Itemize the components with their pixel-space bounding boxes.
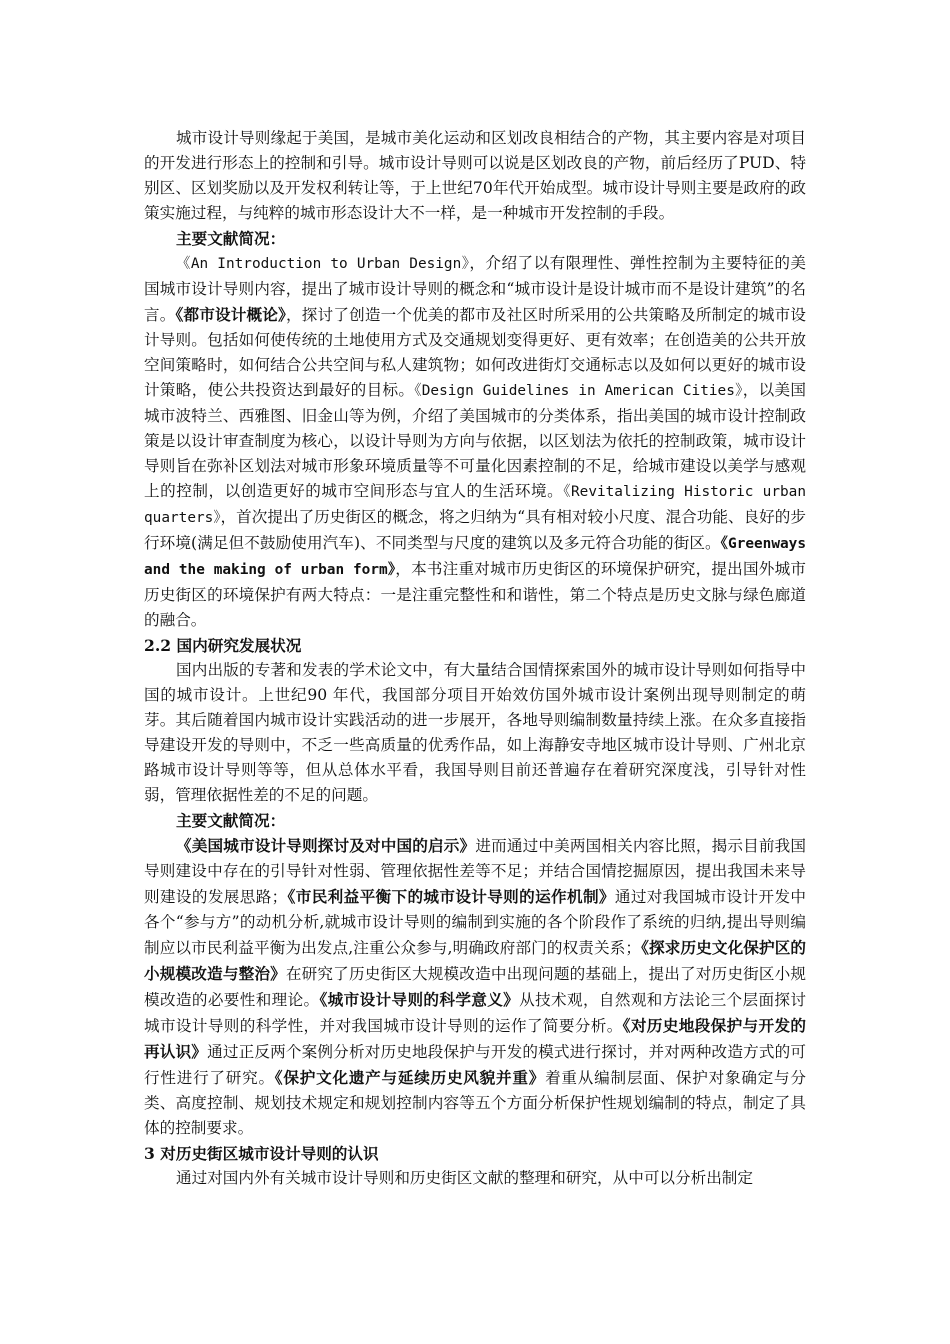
literature-label-domestic: 主要文献简况： [176,811,286,830]
text-run: ，介绍了以有限理性、弹性控制为主要特征的美国城市设计导则内容，提出了城市设计导则的概念和“城市设计是设计城市而不是设计建筑”的名言。 [144,254,806,324]
book-title: 《Design Guidelines in American Cities》 [414,383,743,399]
domestic-paragraph: 国内出版的专著和发表的学术论文中，有大量结合国情探索国外的城市设计导则如何指导中国的城市设计。上世纪90 年代，我国部分项目开始效仿国外城市设计案例出现导则制定的萌芽。其后随着国内城市设计实践活动的进一步展开，各地导则编制数量持续上涨。在众多直接指导建设开发的导则中，不乏一些高质量的优秀作品，如上海静安寺地区城市设计导则、广州北京路城市设计导则等等，但从总体水平看，我国导则目前还普遍存在着研究深度浅，引导针对性弱，管理依据性差的不足的问题。 [144,661,806,804]
section-3-paragraph: 通过对国内外有关城市设计导则和历史街区文献的整理和研究，从中可以分析出制定 [176,1169,753,1187]
paper-title: 《市民利益平衡下的城市设计导则的运作机制》 [287,887,615,906]
paper-title: 《保护文化遗产与延续历史风貌并重》 [274,1068,546,1087]
text-run: 通过正反两个案例分析对历史地段保护与开发的模式进行探讨，并对两种改造方式的可行性进行了研究。 [144,1043,806,1087]
book-title: 《都市设计概论》 [175,305,287,324]
foreign-literature-paragraph [144,251,806,633]
paper-title: 《对历史地段保护与开发的再认识》 [144,1016,806,1061]
text-run: 在研究了历史街区大规模改造中出现问题的基础上，提出了对历史街区小规模改造的必要性和理论。 [144,965,806,1009]
book-title: 《An Introduction to Urban Design》 [176,256,470,272]
intro-paragraph: 城市设计导则缘起于美国，是城市美化运动和区划改良相结合的产物，其主要内容是对项目的开发进行形态上的控制和引导。城市设计导则可以说是区划改良的产物，前后经历了PUD、特别区、区划奖励以及开发权利转让等，于上世纪70年代开始成型。城市设计导则主要是政府的政策实施过程，与纯粹的城市形态设计大不一样，是一种城市开发控制的手段。 [144,129,806,222]
text-run: ，探讨了创造一个优美的都市及社区时所采用的公共策略及所制定的城市设计导则。包括如何使传统的土地使用方式及交通规划变得更好、更有效率；在创造美的公共开放空间策略时，如何结合公共空间与私人建筑物；如何改进街灯交通标志以及如何以更好的城市设计策略，使公共投资达到最好的目标。 [144,306,806,399]
paper-title: 《探求历史文化保护区的小规模改造与整治》 [144,938,806,983]
text-run: ，本书注重对城市历史街区的环境保护研究，提出国外城市历史街区的环境保护有两大特点：一是注重完整性和和谐性，第二个特点是历史文脉与绿色廊道的融合。 [144,560,806,629]
book-title: 《Revitalizing Historic urban quarters》 [144,484,806,526]
literature-label-foreign: 主要文献简况： [176,229,286,248]
section-heading-3: 3 对历史街区城市设计导则的认识 [144,1144,379,1163]
section-heading-2-2: 2.2 国内研究发展状况 [144,636,302,655]
paper-title: 《城市设计导则的科学意义》 [319,990,520,1009]
document-page [144,126,806,1191]
text-run: 通过对我国城市设计开发中各个“参与方”的动机分析,就城市设计导则的编制到实施的各个阶段作了系统的归纳,提出导则编制应以市民利益平衡为出发点,注重公众参与,明确政府部门的权责关系； [144,888,806,957]
text-run: 从技术观，自然观和方法论三个层面探讨城市设计导则的科学性，并对我国城市设计导则的运作了简要分析。 [144,991,806,1035]
paper-title: 《美国城市设计导则探讨及对中国的启示》 [176,836,476,855]
text-run: ，以美国城市波特兰、西雅图、旧金山等为例，介绍了美国城市的分类体系，指出美国的城市设计控制政策是以设计审查制度为核心，以设计导则为方向与依据，以区划法为依托的控制政策，城市设计导则旨在弥补区划法对城市形象环境质量等不可量化因素控制的不足，给城市建设以美学与感观上的控制，以创造更好的城市空间形态与宜人的生活环境。 [144,381,806,500]
book-title: 《Greenways and the making of urban form》 [144,536,807,578]
text-run: 着重从编制层面、保护对象确定与分类、高度控制、规划技术规定和规划控制内容等五个方面分析保护性规划编制的特点，制定了具体的控制要求。 [144,1069,806,1137]
domestic-literature-paragraph [144,833,806,1141]
text-run: ，首次提出了历史街区的概念，将之归纳为“具有相对较小尺度、混合功能、良好的步行环境(满足但不鼓励使用汽车)、不同类型与尺度的建筑以及多元符合功能的街区。 [144,508,806,552]
text-run: 进而通过中美两国相关内容比照，揭示目前我国导则建设中存在的引导针对性弱、管理依据性差等不足；并结合国情挖掘原因，提出我国未来导则建设的发展思路； [144,837,806,906]
